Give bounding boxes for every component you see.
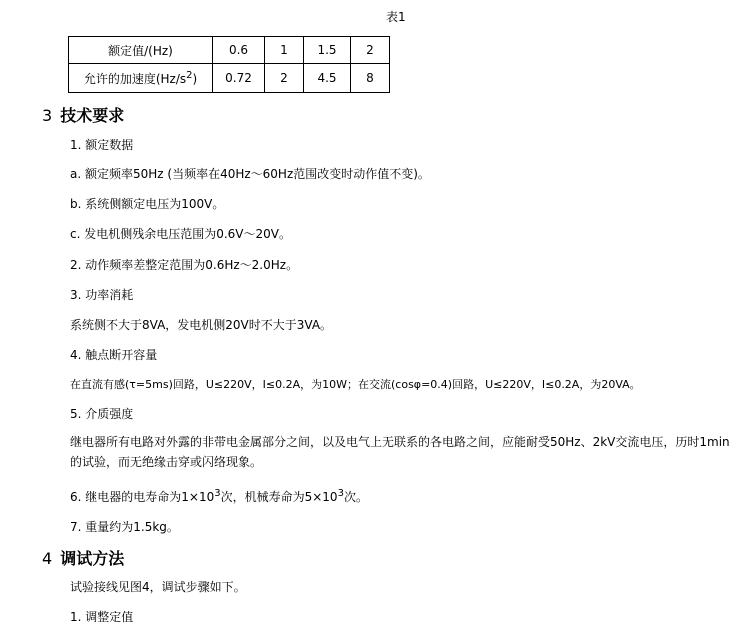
section-heading-3	[42, 103, 124, 126]
table-cell: 4.5	[304, 64, 351, 93]
label-text: 允许的加速度(Hz/s	[83, 71, 187, 86]
label-close: )	[192, 71, 198, 86]
section-heading-4	[42, 546, 124, 569]
item-text: 6. 继电器的电寿命为1×10	[70, 490, 215, 504]
item-text: 次。	[343, 490, 368, 504]
table-cell: 0.72	[213, 64, 265, 93]
paragraph: 在直流有感(τ=5ms)回路，U≤220V，I≤0.2A，为10W；在交流(cosφ=0.4)回路，U≤220V，I≤0.2A，为20VA。	[70, 378, 641, 391]
paragraph: 系统侧不大于8VA，发电机侧20V时不大于3VA。	[70, 318, 333, 332]
table-row	[69, 37, 390, 64]
list-item: b. 系统侧额定电压为100V。	[70, 197, 225, 211]
table-cell: 0.6	[213, 37, 265, 64]
paragraph: 试验接线见图4，调试步骤如下。	[70, 580, 246, 594]
table-cell-label	[69, 64, 213, 93]
section-number: 3	[42, 106, 53, 125]
list-item: 1. 调整定值	[70, 610, 134, 624]
table-cell: 8	[351, 64, 390, 93]
superscript: 3	[214, 488, 221, 499]
table-cell-label: 额定值/(Hz)	[69, 37, 213, 64]
list-item: 2. 动作频率差整定范围为0.6Hz～2.0Hz。	[70, 258, 299, 272]
list-item	[70, 488, 368, 505]
list-item: 7. 重量约为1.5kg。	[70, 520, 179, 534]
table-cell: 1.5	[304, 37, 351, 64]
superscript: 3	[337, 488, 344, 499]
table-row	[69, 64, 390, 93]
table-cell: 2	[351, 37, 390, 64]
label-superscript: 2	[186, 69, 193, 81]
list-item: 3. 功率消耗	[70, 288, 134, 302]
list-item: 4. 触点断开容量	[70, 348, 158, 362]
list-item: c. 发电机侧残余电压范围为0.6V～20V。	[70, 227, 291, 241]
list-item: a. 额定频率50Hz (当频率在40Hz～60Hz范围改变时动作值不变)。	[70, 167, 430, 181]
list-item: 1. 额定数据	[70, 138, 134, 152]
section-title: 技术要求	[60, 106, 125, 125]
paragraph: 继电器所有电路对外露的非带电金属部分之间，以及电气上无联系的各电路之间，应能耐受50Hz、2kV交流电压，历时1min的试验，而无绝缘击穿或闪络现象。	[70, 435, 730, 469]
section-number: 4	[42, 549, 53, 568]
item-text: 次，机械寿命为5×10	[220, 490, 338, 504]
table-cell: 1	[265, 37, 304, 64]
list-item: 5. 介质强度	[70, 407, 134, 421]
section-title: 调试方法	[60, 549, 125, 568]
table-caption: 表1	[386, 10, 406, 24]
spec-table	[68, 36, 390, 93]
table-cell: 2	[265, 64, 304, 93]
